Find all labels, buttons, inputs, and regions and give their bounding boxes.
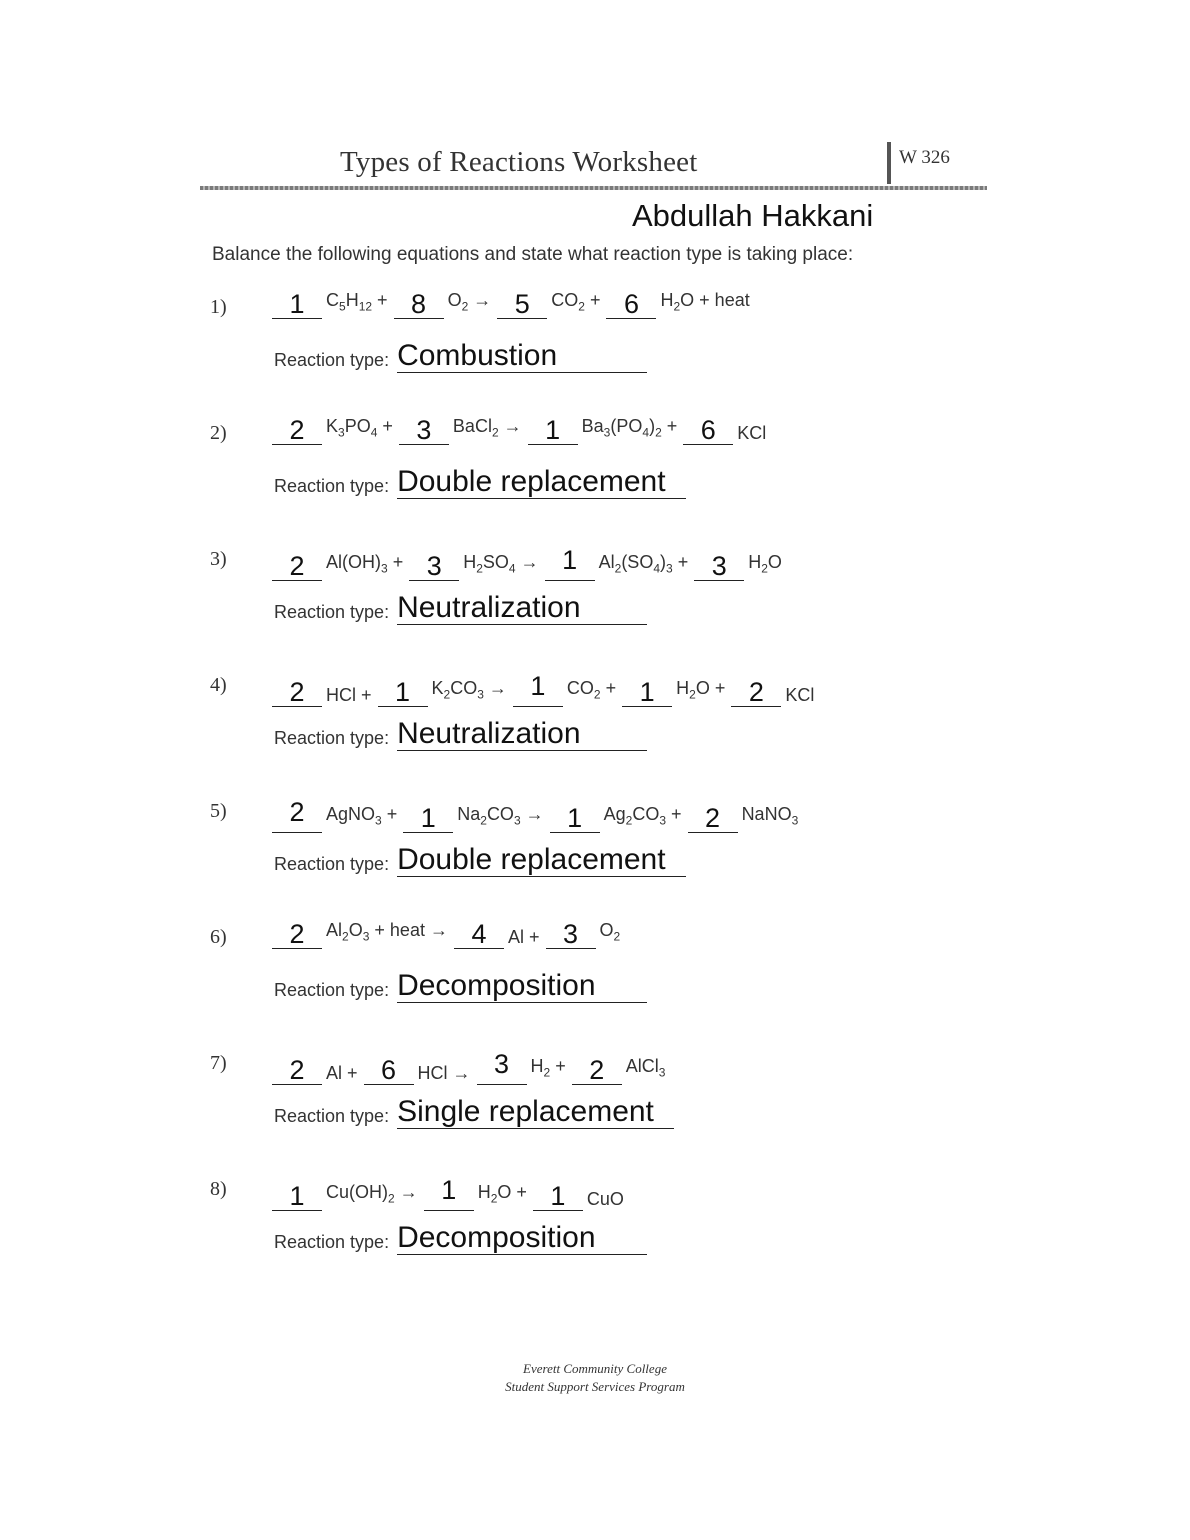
footer-program: Student Support Services Program: [505, 1379, 685, 1394]
formula: AlCl$_3$: [625, 1056, 666, 1080]
reaction-type-label: Reaction type:: [274, 602, 390, 622]
equation: [272, 1044, 671, 1085]
coefficient: 2: [688, 804, 738, 833]
formula: $CO_2$ +: [566, 678, 617, 702]
formula: $K_3PO_4$ +: [326, 416, 393, 440]
reaction-type-row: [274, 1222, 647, 1255]
formula: HCl +: [326, 685, 372, 705]
formula: $H_2O$ +: [477, 1182, 527, 1206]
reaction-type-answer: Neutralization: [397, 592, 647, 625]
problem-7: [0, 1049, 1190, 1172]
formula: $Ag_2CO_3$ +: [603, 804, 682, 828]
problem-2: [0, 414, 1190, 542]
coefficient: 6: [606, 290, 656, 319]
reaction-type-row: [274, 340, 647, 373]
coefficient: 1: [403, 804, 453, 833]
formula: $Al(OH)_3$ +: [326, 552, 404, 576]
formula: $H_2O$ +: [676, 678, 726, 702]
reaction-type-label: Reaction type:: [274, 1232, 390, 1252]
footer: [0, 1360, 1190, 1396]
problem-1: [0, 288, 1190, 416]
reaction-type-label: Reaction type:: [274, 476, 390, 496]
reaction-type-row: [274, 466, 686, 499]
coefficient: 3: [399, 416, 449, 445]
formula: Al +: [326, 1063, 358, 1083]
coefficient: 1: [424, 1170, 474, 1211]
reaction-type-answer: Single replacement: [397, 1096, 674, 1129]
formula: KCl: [737, 422, 767, 443]
coefficient: 1: [528, 416, 578, 445]
coefficient: 1: [622, 678, 672, 707]
formula: $O_2$ →: [447, 290, 492, 314]
formula: CuO: [586, 1189, 624, 1209]
worksheet-title: Types of Reactions Worksheet: [340, 146, 698, 178]
formula: $K_2CO_3$ →: [431, 678, 507, 702]
formula: $Na_2CO_3$ →: [457, 804, 544, 828]
reaction-type-answer: Decomposition: [397, 1222, 647, 1255]
reaction-type-answer: Decomposition: [397, 970, 647, 1003]
coefficient: 3: [477, 1044, 527, 1085]
reaction-type-row: [274, 1096, 674, 1129]
formula: KCl: [785, 685, 815, 705]
formula: $Al_2O_3$ + heat →: [326, 920, 448, 944]
coefficient: 2: [272, 792, 322, 833]
coefficient: 2: [272, 552, 322, 581]
formula: $O_2$: [599, 920, 621, 944]
coefficient: 2: [272, 1056, 322, 1085]
coefficient: 3: [694, 552, 744, 581]
reaction-type-row: [274, 844, 686, 877]
problem-8: [0, 1175, 1190, 1298]
coefficient: 2: [272, 678, 322, 707]
problem-6: [0, 918, 1190, 1046]
formula: $Al_2(SO_4)_3$ +: [598, 552, 689, 576]
reaction-type-label: Reaction type:: [274, 980, 390, 1000]
coefficient: 4: [454, 920, 504, 949]
reaction-type-answer: Combustion: [397, 340, 647, 373]
problem-number: 3): [210, 548, 227, 570]
formula: Al +: [507, 926, 540, 947]
coefficient: 1: [545, 540, 595, 581]
coefficient: 5: [497, 290, 547, 319]
coefficient: 2: [272, 920, 322, 949]
problem-5: [0, 797, 1190, 920]
coefficient: 1: [513, 666, 563, 707]
formula: BaCl$_2$ →: [452, 416, 522, 440]
instructions: Balance the following equations and state what reaction type is taking place:: [212, 244, 854, 265]
reaction-type-answer: Double replacement: [397, 466, 686, 499]
problem-number: 5): [210, 800, 227, 822]
coefficient: 3: [409, 552, 459, 581]
coefficient: 6: [364, 1056, 414, 1085]
problem-number: 7): [210, 1052, 227, 1074]
coefficient: 3: [546, 920, 596, 949]
coefficient: 2: [731, 678, 781, 707]
equation: [272, 540, 788, 581]
formula: $Ba_3(PO_4)_2$ +: [581, 416, 678, 440]
reaction-type-label: Reaction type:: [274, 854, 390, 874]
coefficient: 1: [272, 1182, 322, 1211]
coefficient: 8: [394, 290, 444, 319]
problem-3: [0, 545, 1190, 668]
problem-number: 1): [210, 296, 227, 318]
coefficient: 6: [683, 416, 733, 445]
formula: AgNO$_3$ +: [326, 804, 398, 828]
problem-number: 2): [210, 422, 227, 444]
problem-number: 4): [210, 674, 227, 696]
header-rule: [200, 186, 987, 190]
problem-number: 6): [210, 926, 227, 948]
equation: [272, 792, 804, 833]
formula: $C_5H_{12}$ +: [326, 290, 388, 314]
coefficient: 1: [550, 804, 600, 833]
problem-number: 8): [210, 1178, 227, 1200]
formula: $Cu(OH)_2$ →: [326, 1182, 418, 1206]
equation: [272, 1170, 630, 1211]
reaction-type-label: Reaction type:: [274, 728, 390, 748]
formula: $H_2O$: [748, 552, 782, 576]
coefficient: 1: [533, 1182, 583, 1211]
reaction-type-label: Reaction type:: [274, 1106, 390, 1126]
equation: [272, 918, 626, 949]
reaction-type-row: [274, 718, 647, 751]
problem-4: [0, 671, 1190, 794]
formula: $H_2O$ + heat: [660, 290, 750, 314]
reaction-type-row: [274, 970, 647, 1003]
coefficient: 2: [272, 416, 322, 445]
formula: $H_2$ +: [530, 1056, 566, 1080]
worksheet-code: W 326: [899, 147, 950, 168]
formula: NaNO$_3$: [741, 804, 799, 828]
reaction-type-row: [274, 592, 647, 625]
coefficient: 1: [272, 290, 322, 319]
code-divider: [887, 142, 891, 184]
reaction-type-answer: Neutralization: [397, 718, 647, 751]
student-name: Abdullah Hakkani: [632, 198, 874, 233]
coefficient: 2: [572, 1056, 622, 1085]
formula: $H_2SO_4$ →: [463, 552, 539, 576]
reaction-type-answer: Double replacement: [397, 844, 686, 877]
formula: $CO_2$ +: [551, 290, 601, 314]
equation: [272, 288, 756, 319]
formula: HCl →: [417, 1063, 471, 1083]
coefficient: 1: [378, 678, 428, 707]
equation: [272, 414, 772, 445]
reaction-type-label: Reaction type:: [274, 350, 390, 370]
footer-college: Everett Community College: [523, 1361, 667, 1376]
equation: [272, 666, 820, 707]
